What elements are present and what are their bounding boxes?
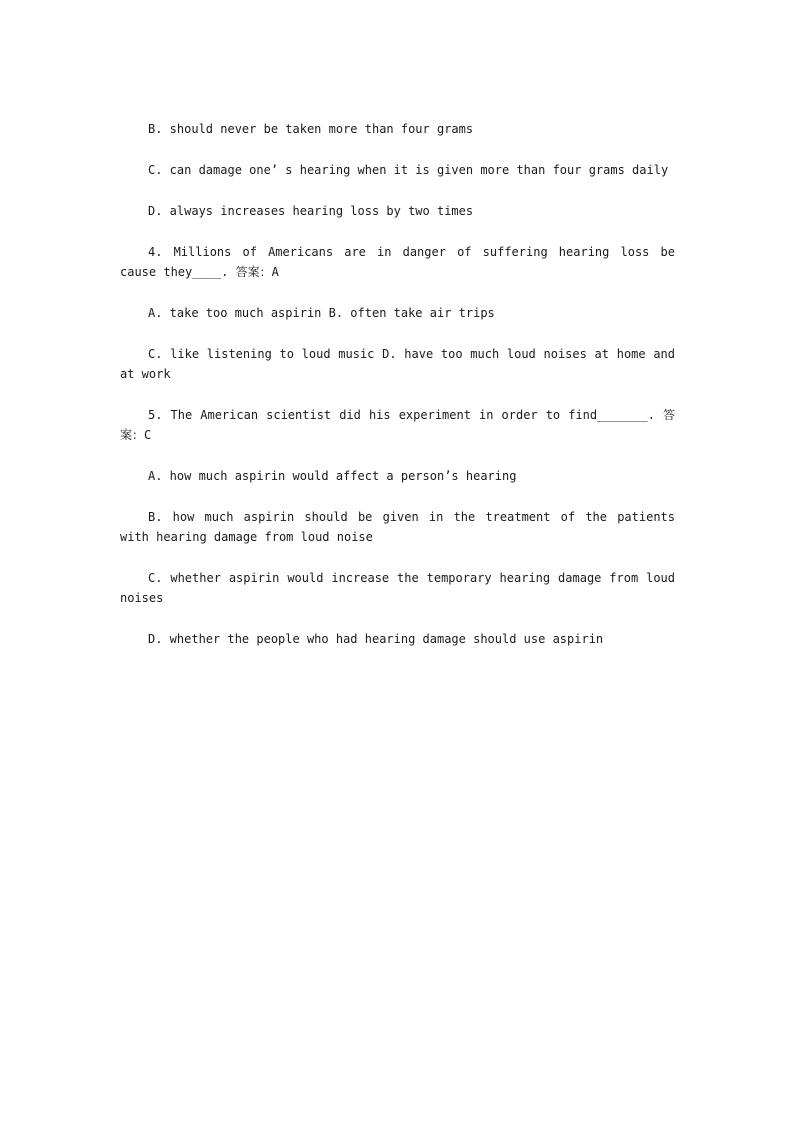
option-a-q5: A. how much aspirin would affect a person’s hearing: [148, 469, 517, 483]
option-b-q3: B. should never be taken more than four grams: [148, 122, 474, 136]
option-d-q5: D. whether the people who had hearing damage should use aspirin: [148, 632, 604, 646]
question-5: 5. The American scientist did his experiment in order to find_______. 答案：C: [120, 408, 675, 442]
option-d-q3: D. always increases hearing loss by two times: [148, 204, 474, 218]
option-b-q5: B. how much aspirin should be given in the treatment of the patients with hearing damage from loud noise: [120, 510, 675, 544]
options-ab-q4: A. take too much aspirin B. often take air trips: [148, 306, 495, 320]
question-4: 4. Millions of Americans are in danger of suffering hearing loss be cause they____. 答案：A: [120, 245, 675, 279]
option-c-q5: C. whether aspirin would increase the temporary hearing damage from loud noises: [120, 571, 675, 605]
options-cd-q4: C. like listening to loud music D. have too much loud noises at home and at work: [120, 347, 675, 381]
option-c-q3: C. can damage one’ s hearing when it is given more than four grams daily: [148, 163, 669, 177]
document-body: [120, 119, 675, 670]
